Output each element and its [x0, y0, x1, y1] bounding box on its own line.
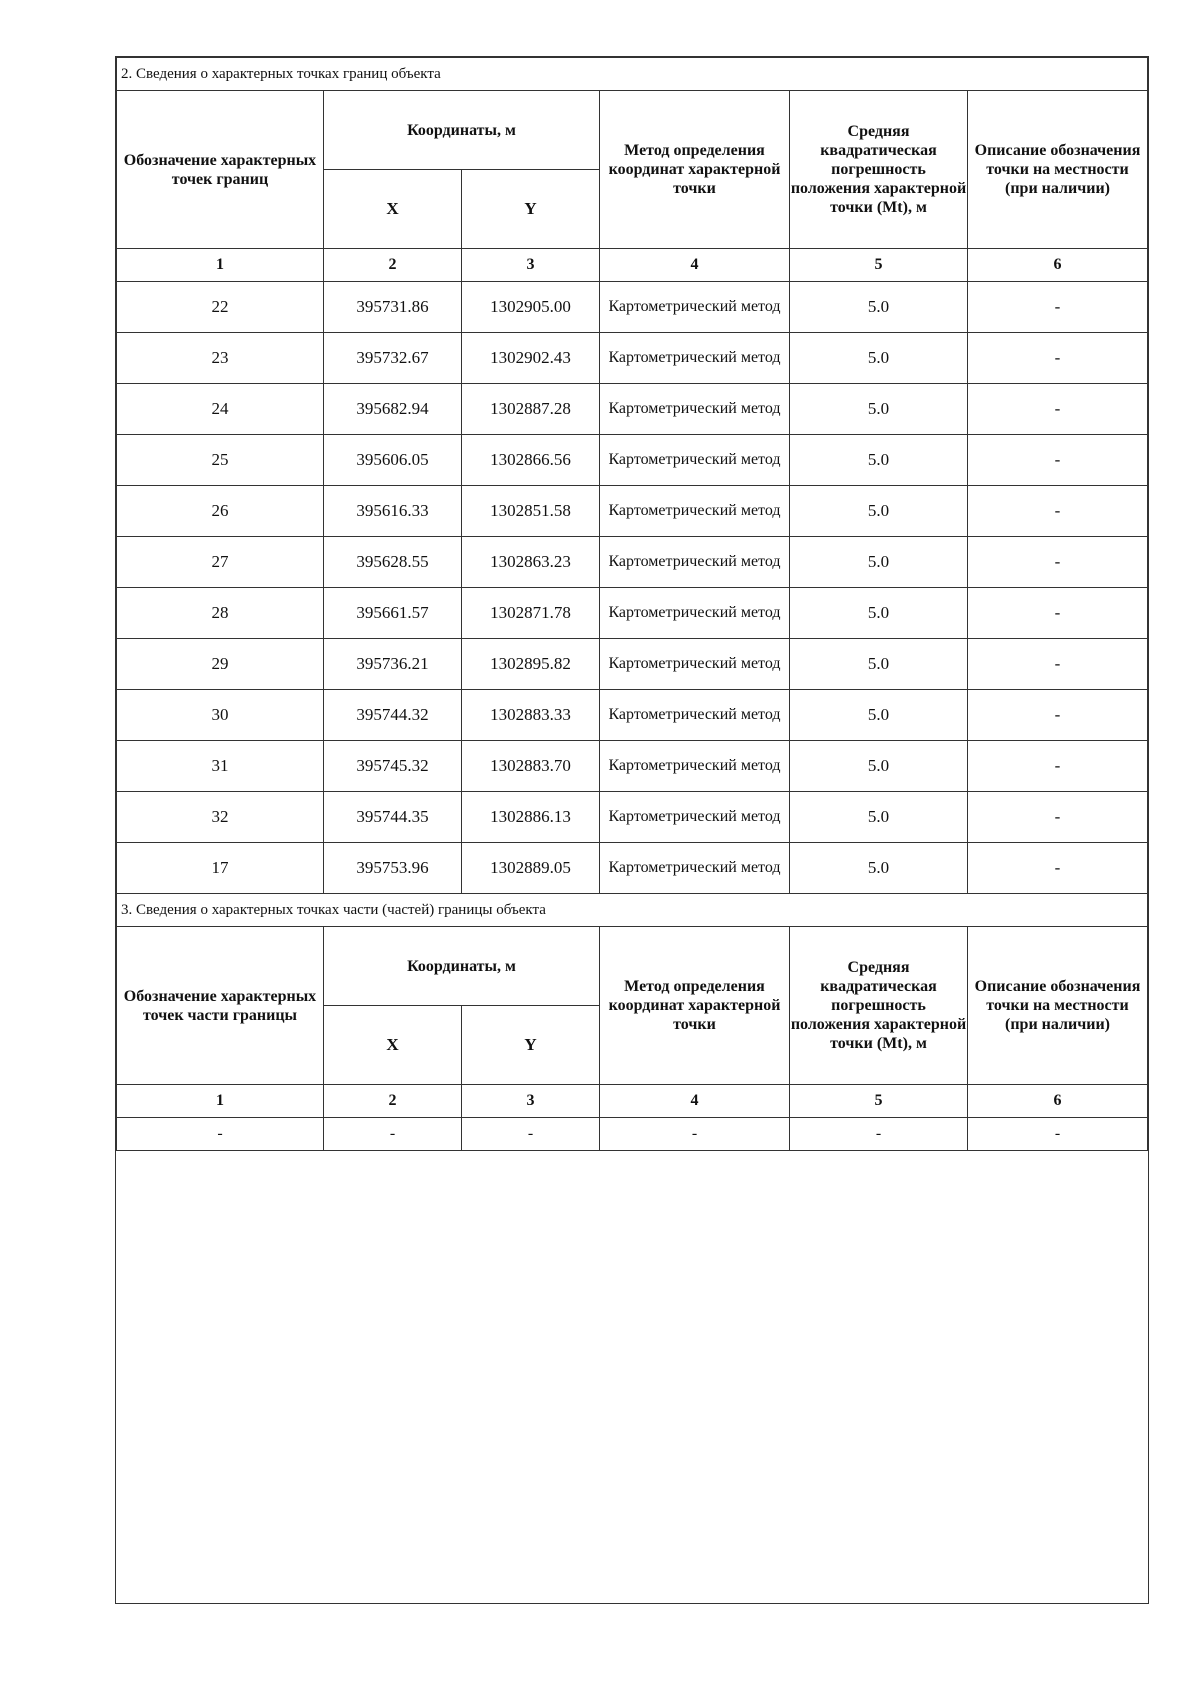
column-numbers-row — [117, 249, 1148, 282]
description-cell: - — [968, 282, 1148, 333]
method-cell: Картометрический метод — [600, 741, 790, 792]
coord-y: 1302883.33 — [462, 690, 600, 741]
mt-value: 5.0 — [790, 588, 968, 639]
point-number: 24 — [117, 384, 324, 435]
point-number: 25 — [117, 435, 324, 486]
col-num: 6 — [968, 1085, 1148, 1118]
header-designation: Обозначение характерных точек границ — [117, 91, 324, 249]
method-cell: Картометрический метод — [600, 690, 790, 741]
coord-x: 395628.55 — [324, 537, 462, 588]
coord-y: 1302866.56 — [462, 435, 600, 486]
point-number: - — [117, 1118, 324, 1151]
method-cell: Картометрический метод — [600, 282, 790, 333]
description-cell: - — [968, 333, 1148, 384]
header-x: X — [324, 1006, 462, 1085]
column-numbers-row — [117, 1085, 1148, 1118]
point-number: 17 — [117, 843, 324, 894]
coord-y: 1302902.43 — [462, 333, 600, 384]
mt-value: 5.0 — [790, 639, 968, 690]
coord-x: 395745.32 — [324, 741, 462, 792]
table-row — [117, 792, 1148, 843]
col-num: 4 — [600, 249, 790, 282]
coord-x: 395616.33 — [324, 486, 462, 537]
section3-title: 3. Сведения о характерных точках части (частей) границы объекта — [117, 894, 1148, 927]
point-number: 28 — [117, 588, 324, 639]
table-row — [117, 333, 1148, 384]
section2-title: 2. Сведения о характерных точках границ объекта — [117, 58, 1148, 91]
table-row — [117, 588, 1148, 639]
header-error: Средняя квадратическая погрешность положения характерной точки (Mt), м — [790, 91, 968, 249]
col-num: 5 — [790, 1085, 968, 1118]
header-coords: Координаты, м — [324, 927, 600, 1006]
header-description: Описание обозначения точки на местности (при наличии) — [968, 91, 1148, 249]
method-cell: Картометрический метод — [600, 639, 790, 690]
col-num: 6 — [968, 249, 1148, 282]
description-cell: - — [968, 639, 1148, 690]
description-cell: - — [968, 741, 1148, 792]
coord-x: - — [324, 1118, 462, 1151]
method-cell: Картометрический метод — [600, 537, 790, 588]
mt-value: 5.0 — [790, 486, 968, 537]
table-row — [117, 1118, 1148, 1151]
point-number: 31 — [117, 741, 324, 792]
col-num: 1 — [117, 1085, 324, 1118]
description-cell: - — [968, 690, 1148, 741]
header-error: Средняя квадратическая погрешность положения характерной точки (Mt), м — [790, 927, 968, 1085]
description-cell: - — [968, 435, 1148, 486]
coord-x: 395682.94 — [324, 384, 462, 435]
point-number: 30 — [117, 690, 324, 741]
header-y: Y — [462, 1006, 600, 1085]
header-coords: Координаты, м — [324, 91, 600, 170]
method-cell: Картометрический метод — [600, 792, 790, 843]
method-cell: Картометрический метод — [600, 588, 790, 639]
boundary-points-table — [116, 57, 1148, 1151]
coord-x: 395744.32 — [324, 690, 462, 741]
coord-y: 1302886.13 — [462, 792, 600, 843]
mt-value: 5.0 — [790, 435, 968, 486]
col-num: 2 — [324, 1085, 462, 1118]
table-row — [117, 843, 1148, 894]
mt-value: 5.0 — [790, 792, 968, 843]
coord-y: 1302851.58 — [462, 486, 600, 537]
mt-value: - — [790, 1118, 968, 1151]
coord-x: 395661.57 — [324, 588, 462, 639]
point-number: 23 — [117, 333, 324, 384]
point-number: 26 — [117, 486, 324, 537]
point-number: 32 — [117, 792, 324, 843]
coord-x: 395606.05 — [324, 435, 462, 486]
point-number: 29 — [117, 639, 324, 690]
header-designation: Обозначение характерных точек части границы — [117, 927, 324, 1085]
header-description: Описание обозначения точки на местности (при наличии) — [968, 927, 1148, 1085]
col-num: 3 — [462, 1085, 600, 1118]
col-num: 2 — [324, 249, 462, 282]
description-cell: - — [968, 843, 1148, 894]
description-cell: - — [968, 588, 1148, 639]
coord-y: 1302895.82 — [462, 639, 600, 690]
table-row — [117, 486, 1148, 537]
mt-value: 5.0 — [790, 537, 968, 588]
point-number: 27 — [117, 537, 324, 588]
method-cell: Картометрический метод — [600, 843, 790, 894]
coord-y: 1302871.78 — [462, 588, 600, 639]
point-number: 22 — [117, 282, 324, 333]
table-row — [117, 690, 1148, 741]
table-row — [117, 537, 1148, 588]
table-row — [117, 282, 1148, 333]
header-method: Метод определения координат характерной точки — [600, 91, 790, 249]
coord-y: 1302905.00 — [462, 282, 600, 333]
mt-value: 5.0 — [790, 741, 968, 792]
coord-y: 1302889.05 — [462, 843, 600, 894]
mt-value: 5.0 — [790, 333, 968, 384]
mt-value: 5.0 — [790, 690, 968, 741]
coord-y: - — [462, 1118, 600, 1151]
method-cell: Картометрический метод — [600, 435, 790, 486]
coord-x: 395732.67 — [324, 333, 462, 384]
header-y: Y — [462, 170, 600, 249]
description-cell: - — [968, 537, 1148, 588]
description-cell: - — [968, 792, 1148, 843]
method-cell: Картометрический метод — [600, 486, 790, 537]
section3-title-row — [117, 894, 1148, 927]
method-cell: Картометрический метод — [600, 333, 790, 384]
document-frame — [115, 56, 1149, 1604]
table-row — [117, 435, 1148, 486]
header-method: Метод определения координат характерной точки — [600, 927, 790, 1085]
header-x: X — [324, 170, 462, 249]
table-row — [117, 639, 1148, 690]
description-cell: - — [968, 486, 1148, 537]
table-row — [117, 741, 1148, 792]
coord-x: 395736.21 — [324, 639, 462, 690]
method-cell: - — [600, 1118, 790, 1151]
coord-x: 395744.35 — [324, 792, 462, 843]
table-row — [117, 384, 1148, 435]
description-cell: - — [968, 384, 1148, 435]
section2-title-row — [117, 58, 1148, 91]
description-cell: - — [968, 1118, 1148, 1151]
col-num: 4 — [600, 1085, 790, 1118]
mt-value: 5.0 — [790, 384, 968, 435]
method-cell: Картометрический метод — [600, 384, 790, 435]
col-num: 5 — [790, 249, 968, 282]
coord-x: 395731.86 — [324, 282, 462, 333]
coord-y: 1302887.28 — [462, 384, 600, 435]
mt-value: 5.0 — [790, 282, 968, 333]
col-num: 3 — [462, 249, 600, 282]
mt-value: 5.0 — [790, 843, 968, 894]
coord-y: 1302863.23 — [462, 537, 600, 588]
coord-y: 1302883.70 — [462, 741, 600, 792]
coord-x: 395753.96 — [324, 843, 462, 894]
col-num: 1 — [117, 249, 324, 282]
